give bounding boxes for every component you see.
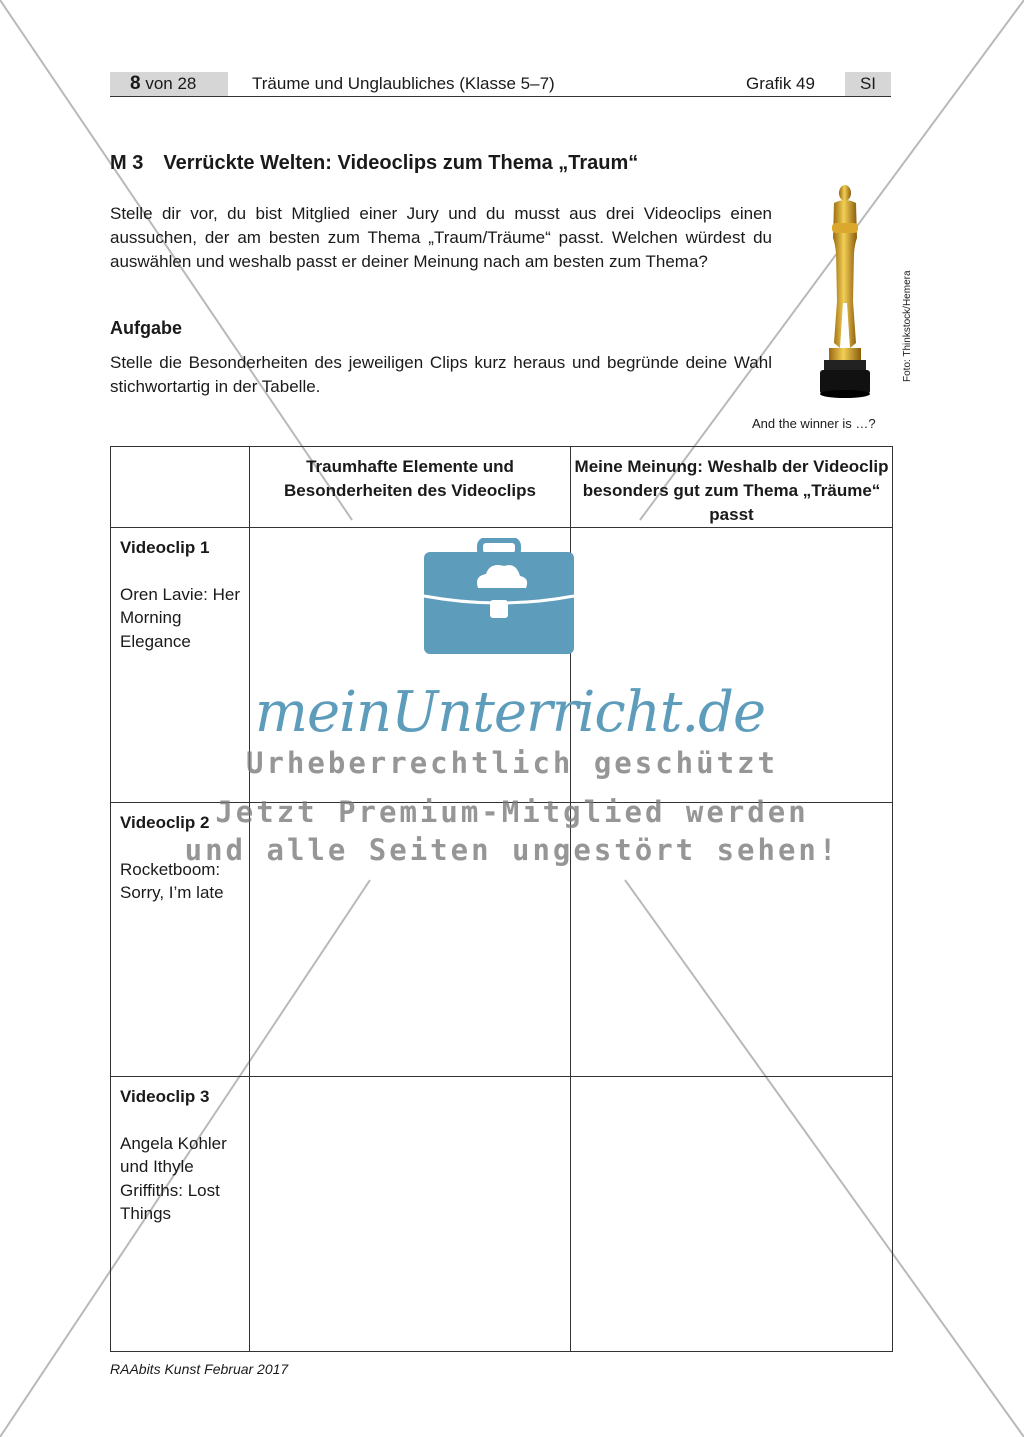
table-header-row — [111, 447, 893, 528]
table-row — [111, 1077, 893, 1352]
clip-name: Videoclip 1 — [120, 538, 210, 557]
page-footer: RAAbits Kunst Februar 2017 — [110, 1361, 289, 1377]
image-caption: And the winner is …? — [752, 416, 876, 431]
task-heading: Aufgabe — [110, 318, 182, 338]
watermark-copyright: Urheberrechtlich geschützt — [246, 746, 778, 780]
briefcase-cloud-icon — [422, 538, 576, 656]
section-title — [110, 152, 638, 175]
clip-name: Videoclip 2 — [120, 813, 210, 832]
page-total: von 28 — [145, 74, 197, 93]
intro-text: Stelle dir vor, du bist Mitglied einer Jury und du musst aus drei Videoclips einen aussuchen, der am besten zum Thema „Traum/Träume“ passt. Welchen würdest du auswählen und weshalb passt er deiner Meinung nach am besten zum Thema? — [110, 204, 772, 271]
watermark-premium: Jetzt Premium-Mitglied werden — [215, 795, 809, 829]
header-grafik: Grafik 49 — [746, 74, 815, 93]
answer-cell-elements[interactable] — [250, 1077, 571, 1352]
clip-name: Videoclip 3 — [120, 1087, 210, 1106]
answer-cell-opinion[interactable] — [571, 1077, 893, 1352]
photo-credit: Foto: Thinkstock/Hemera — [902, 270, 913, 382]
header-title: Träume und Unglaubliches (Klasse 5–7) — [252, 74, 555, 93]
clip-description: Rocketboom: Sorry, I’m late — [120, 859, 224, 902]
header-level: SI — [845, 72, 891, 96]
watermark-premium-sub: und alle Seiten ungestört sehen! — [184, 833, 840, 867]
page-header — [110, 72, 891, 97]
table-header-cell-empty — [111, 447, 250, 528]
page-number: 8 — [130, 73, 141, 94]
clip-description: Oren Lavie: Her Morning Elegance — [120, 584, 240, 651]
clip-description: Angela Kohler und Ithyle Griffiths: Lost Things — [120, 1133, 227, 1223]
task-text: Stelle die Besonderheiten des jeweiligen Clips kurz heraus und begründe deine Wahl stichwortartig in der Tabelle. — [110, 353, 772, 396]
page-number-box — [110, 72, 228, 96]
section-number: M 3 — [110, 152, 144, 174]
oscar-statue-image — [810, 183, 880, 403]
table-header-opinion: Meine Meinung: Weshalb der Videoclip besonders gut zum Thema „Träume“ passt — [571, 447, 893, 528]
section-heading: Verrückte Welten: Videoclips zum Thema „Traum“ — [163, 152, 639, 174]
clip-cell — [111, 1077, 250, 1352]
table-header-elements: Traumhafte Elemente und Besonderheiten des Videoclips — [250, 447, 571, 528]
watermark-brand: meinUnterricht.de — [254, 680, 766, 745]
